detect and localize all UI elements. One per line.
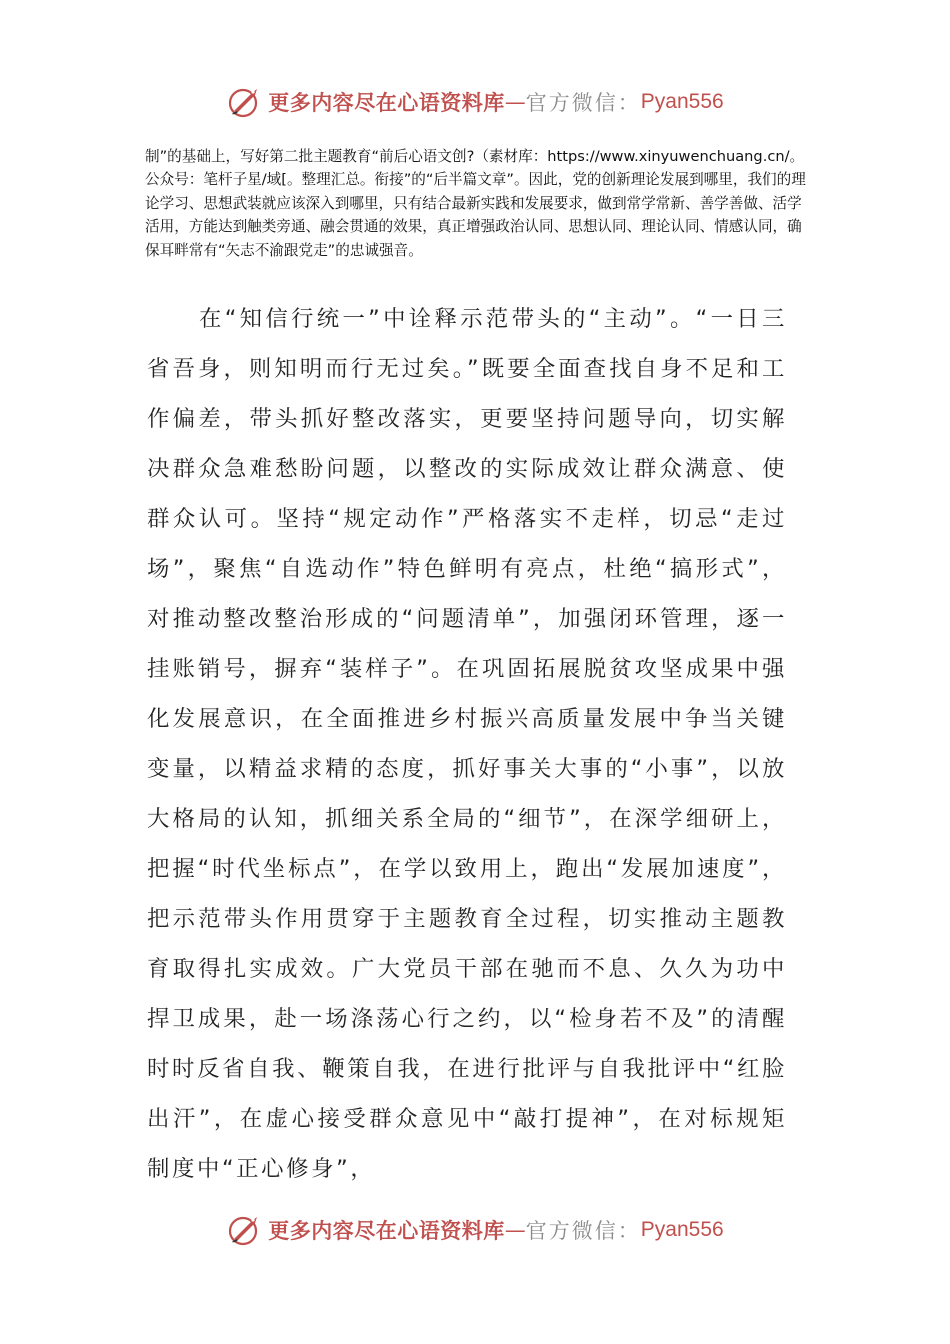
banner-sub: 官方微信： — [525, 1219, 641, 1243]
banner-sub: 官方微信： — [525, 91, 641, 115]
footer-banner — [0, 1210, 950, 1250]
main-paragraph: 在“知信行统一”中诠释示范带头的“主动”。“一日三省吾身，则知明而行无过矣。”既要全面查找自身不足和工作偏差，带头抓好整改落实，更要坚持问题导向，切实解决群众急难愁盼问题，以整改的实际成效让群众满意、使群众认可。坚持“规定动作”严格落实不走样，切忌“走过场”，聚焦“自选动作”特色鲜明有亮点，杜绝“搞形式”，对推动整改整治形成的“问题清单”，加强闭环管理，逐一挂账销号，摒弃“装样子”。在巩固拓展脱贫攻坚成果中强化发展意识，在全面推进乡村振兴高质量发展中争当关键变量，以精益求精的态度，抓好事关大事的“小事”，以放大格局的认知，抓细关系全局的“细节”，在深学细研上，把握“时代坐标点”，在学以致用上，跑出“发展加速度”，把示范带头作用贯穿于主题教育全过程，切实推动主题教育取得扎实成效。广大党员干部在驰而不息、久久为功中捍卫成果，赴一场涤荡心行之约，以“检身若不及”的清醒时时反省自我、鞭策自我，在进行批评与自我批评中“红脸出汗”，在虚心接受群众意见中“敲打提神”，在对标规矩制度中“正心修身”， — [147, 306, 787, 1182]
banner-brand: 更多内容尽在心语资料库 — [268, 90, 505, 115]
banner-brand: 更多内容尽在心语资料库 — [268, 1218, 505, 1243]
header-banner — [0, 82, 950, 122]
banner-dash: — — [504, 90, 526, 114]
banner-handle: Pyan556 — [640, 1218, 724, 1241]
intro-paragraph: 制”的基础上，写好第二批主题教育“前后心语文创?（素材库：https://www.xinyuwenchuang.cn/。公众号：笔杆子星/域[。整理汇总。衔接”的“后半篇文章”。因此，党的创新理论发展到哪里，我们的理论学习、思想武装就应该深入到哪里，只有结合最新实践和发展要求，做到常学常新、善学善做、活学活用，方能达到触类旁通、融会贯通的效果，真正增强政治认同、思想认同、理论认同、情感认同，确保耳畔常有“矢志不渝跟党走”的忠诚强音。 — [145, 148, 806, 259]
banner-dash: — — [504, 1218, 526, 1242]
pen-logo-icon — [226, 84, 264, 120]
banner-handle: Pyan556 — [640, 90, 724, 113]
pen-logo-icon — [226, 1212, 264, 1248]
